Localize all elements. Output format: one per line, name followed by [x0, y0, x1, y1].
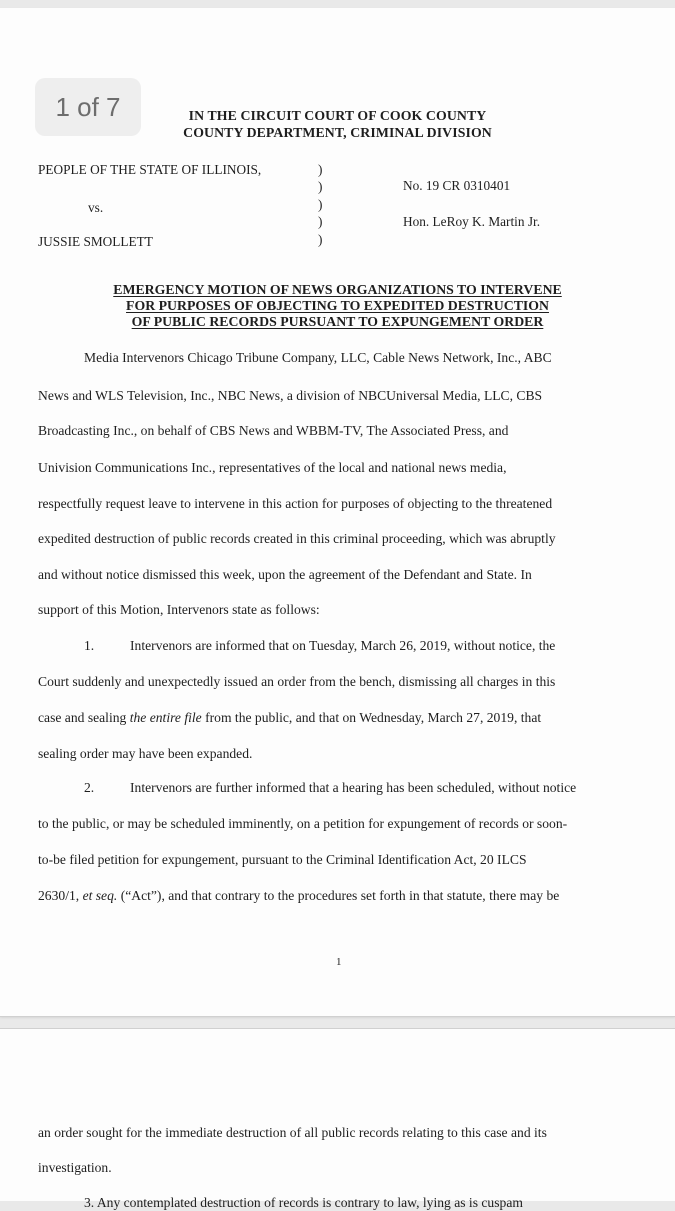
page2-line-cutoff: 3. Any contemplated destruction of records is contrary to law, lying as is cuspam	[84, 1195, 523, 1210]
caption-paren: )	[318, 162, 323, 177]
para2-line: 2630/1, et seq. (“Act”), and that contrary to the procedures set forth in that statute, there may be	[38, 888, 560, 903]
judge-name: Hon. LeRoy K. Martin Jr.	[403, 214, 541, 229]
motion-title-line-1: EMERGENCY MOTION OF NEWS ORGANIZATIONS TO INTERVENE	[113, 282, 562, 297]
court-name-line-1: IN THE CIRCUIT COURT OF COOK COUNTY	[188, 108, 487, 123]
para2-line: to the public, or may be scheduled imminently, on a petition for expungement of records or soon-	[38, 816, 568, 831]
paragraph-number-2: 2.	[84, 780, 95, 795]
document-page-2	[0, 1028, 675, 1210]
caption-paren: )	[318, 214, 323, 229]
caption-paren: )	[318, 232, 323, 247]
caption-defendant: JUSSIE SMOLLETT	[38, 234, 153, 249]
page-number: 1	[336, 956, 342, 968]
document-page-1	[0, 8, 675, 1017]
intro-line: support of this Motion, Intervenors state as follows:	[38, 602, 320, 617]
para2-line: Intervenors are further informed that a hearing has been scheduled, without notice	[130, 780, 577, 795]
intro-line: Univision Communications Inc., representatives of the local and national news media,	[38, 460, 507, 475]
para1-line: sealing order may have been expanded.	[38, 746, 253, 761]
caption-paren: )	[318, 197, 323, 212]
intro-line: respectfully request leave to intervene in this action for purposes of objecting to the threatened	[38, 496, 553, 511]
intro-line: Broadcasting Inc., on behalf of CBS News and WBBM-TV, The Associated Press, and	[38, 423, 509, 438]
paragraph-number-1: 1.	[84, 638, 95, 653]
motion-title-line-3: OF PUBLIC RECORDS PURSUANT TO EXPUNGEMENT ORDER	[131, 314, 544, 329]
para1-line: case and sealing the entire file from the public, and that on Wednesday, March 27, 2019, that	[38, 710, 542, 725]
caption-vs: vs.	[88, 200, 104, 215]
emphasis-text: the entire file	[129, 710, 202, 725]
page2-line: an order sought for the immediate destruction of all public records relating to this case and its	[38, 1125, 547, 1140]
caption-plaintiff: PEOPLE OF THE STATE OF ILLINOIS,	[38, 162, 262, 177]
intro-line: expedited destruction of public records created in this criminal proceeding, which was abruptly	[38, 531, 556, 546]
intro-line: and without notice dismissed this week, upon the agreement of the Defendant and State. In	[38, 567, 532, 582]
intro-line: Media Intervenors Chicago Tribune Company, LLC, Cable News Network, Inc., ABC	[84, 350, 552, 365]
para1-line: Intervenors are informed that on Tuesday, March 26, 2019, without notice, the	[130, 638, 556, 653]
page2-line: investigation.	[38, 1160, 112, 1175]
intro-line: News and WLS Television, Inc., NBC News, a division of NBCUniversal Media, LLC, CBS	[38, 388, 543, 403]
para1-line: Court suddenly and unexpectedly issued an order from the bench, dismissing all charges in this	[38, 674, 556, 689]
court-name-line-2: COUNTY DEPARTMENT, CRIMINAL DIVISION	[183, 125, 492, 140]
caption-paren: )	[318, 179, 323, 194]
emphasis-text: et seq.	[82, 888, 118, 903]
case-number: No. 19 CR 0310401	[403, 178, 511, 193]
motion-title-line-2: FOR PURPOSES OF OBJECTING TO EXPEDITED DESTRUCTION	[126, 298, 549, 313]
para2-line: to-be filed petition for expungement, pursuant to the Criminal Identification Act, 20 ILCS	[38, 852, 527, 867]
page-counter-badge: 1 of 7	[35, 78, 141, 136]
